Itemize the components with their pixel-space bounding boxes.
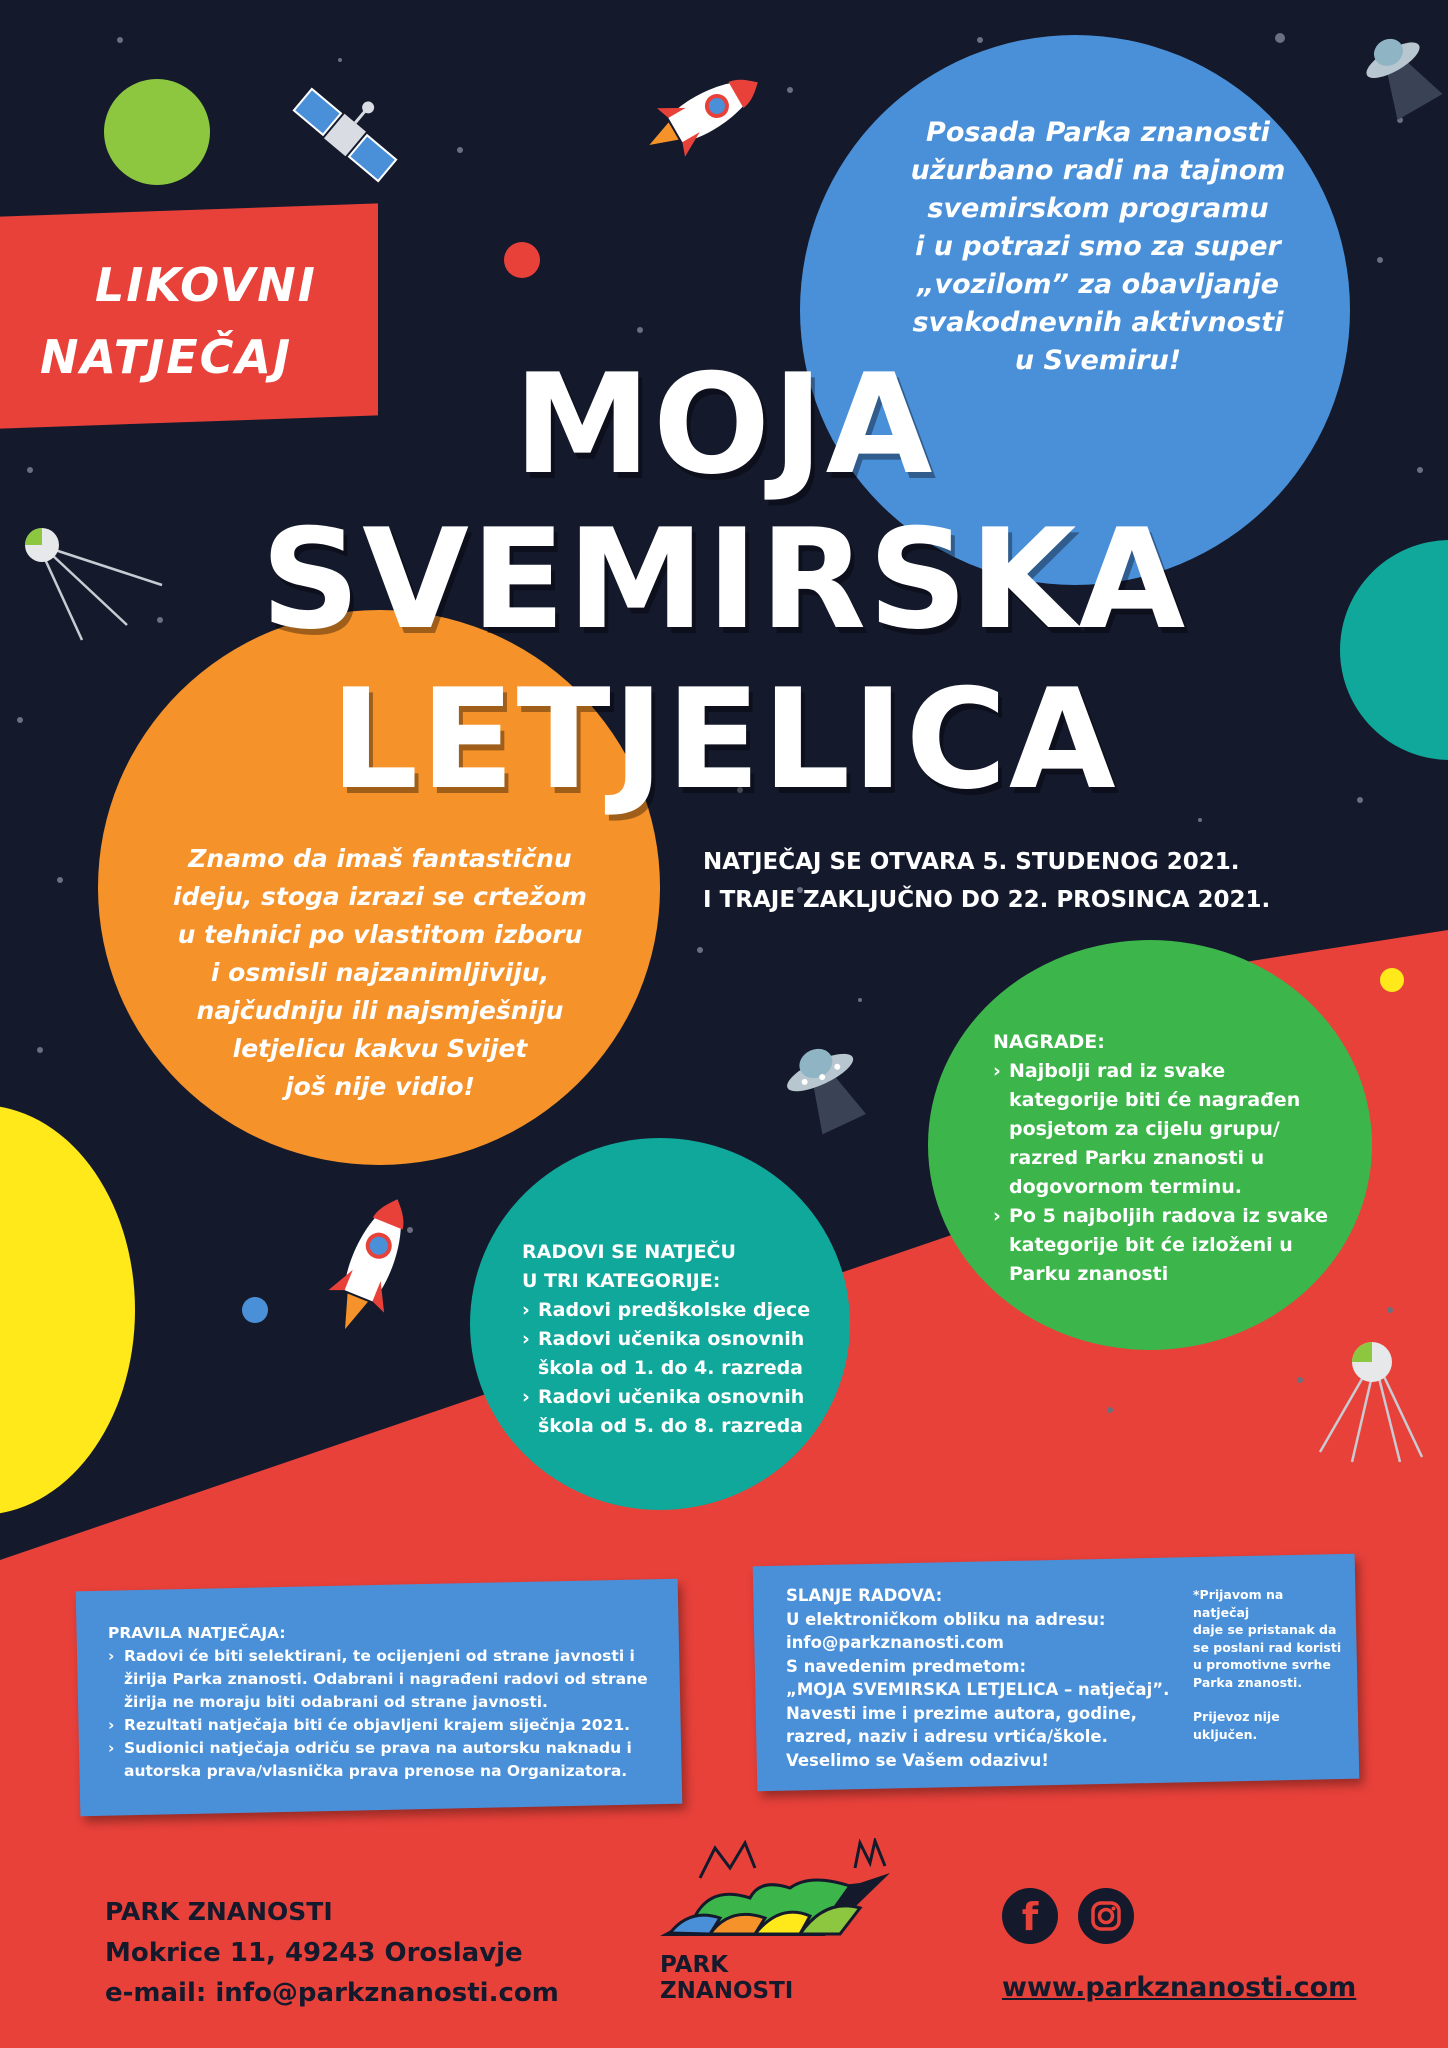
submission-line: Veselimo se Vašem odazivu! (786, 1750, 1049, 1770)
intro-line: svakodnevnih aktivnosti (912, 307, 1284, 338)
submission-line: U elektroničkom obliku na adresu: (786, 1609, 1106, 1629)
facebook-icon[interactable]: f (1002, 1888, 1058, 1944)
rocket-icon (635, 58, 771, 169)
note-line: Parka znanosti. (1193, 1674, 1303, 1690)
dates-line-1: NATJEČAJ SE OTVARA 5. STUDENOG 2021. (703, 849, 1240, 875)
submission-line: S navedenim predmetom: (786, 1656, 1027, 1676)
note-line: u promotivne svrhe (1193, 1657, 1331, 1672)
banner-line-1: LIKOVNI (95, 258, 317, 312)
awards-item: › Najbolji rad iz svake kategorije biti će nagrađen posjetom za cijelu grupu/ razred Parku znanosti u dogovornom terminu. (993, 1057, 1333, 1202)
instagram-glyph (1078, 1888, 1134, 1944)
orange-line: u tehnici po vlastitom izboru (177, 920, 583, 949)
submission-line: Navesti ime i prezime autora, godine, (786, 1703, 1137, 1723)
submission-line: „MOJA SVEMIRSKA LETJELICA – natječaj”. (786, 1680, 1170, 1699)
rocket-icon (317, 1188, 425, 1340)
satellite-icon (293, 67, 415, 182)
orange-line: i osmisli najzanimljiviju, (210, 958, 550, 987)
orange-line: ideju, stoga izrazi se crtežom (173, 882, 587, 911)
org-email[interactable]: e-mail: info@parkznanosti.com (105, 1978, 559, 2008)
intro-line: užurbano radi na tajnom (910, 155, 1286, 186)
intro-line: u Svemiru! (1014, 345, 1182, 376)
ufo-icon (1356, 26, 1446, 122)
org-name: PARK ZNANOSTI (105, 1897, 333, 1926)
awards-item: › Po 5 najboljih radova iz svake kategorije bit će izloženi u Parku znanosti (993, 1202, 1333, 1289)
category-item: › Radovi predškolske djece (522, 1296, 842, 1325)
category-item: › Radovi učenika osnovnih škola od 5. do 8. razreda (522, 1383, 842, 1441)
intro-line: svemirskom programu (927, 193, 1269, 224)
submission-line: razred, naziv i adresu vrtića/škole. (786, 1727, 1108, 1746)
banner-line-2: NATJEČAJ (40, 330, 293, 384)
title-line-2: SVEMIRSKA (260, 499, 1188, 660)
org-address: Mokrice 11, 49243 Oroslavje (105, 1938, 523, 1968)
awards-section (993, 1028, 1333, 1289)
orange-line: Znamo da imaš fantastičnu (188, 844, 572, 873)
lime-planet (104, 79, 210, 185)
small-yellow-planet (1380, 968, 1404, 992)
category-item: › Radovi učenika osnovnih škola od 1. do 4. razreda (522, 1325, 842, 1383)
logo-text-line-2: ZNANOSTI (660, 1978, 794, 2004)
categories-heading-1: RADOVI SE NATJEČU (522, 1241, 736, 1263)
note-line: daje se pristanak da (1193, 1622, 1337, 1637)
rules-section (108, 1622, 648, 1783)
instagram-icon[interactable] (1078, 1888, 1134, 1944)
rules-heading: PRAVILA NATJEČAJA: (108, 1624, 286, 1642)
small-red-planet (504, 242, 540, 278)
small-blue-planet (242, 1297, 268, 1323)
dates-text (703, 843, 1270, 919)
logo-text-line-1: PARK (660, 1952, 729, 1978)
ufo-icon (777, 1036, 876, 1140)
orange-line: najčudniju ili najsmješniju (196, 996, 564, 1025)
note-line: *Prijavom na natječaj (1193, 1587, 1284, 1620)
awards-heading: NAGRADE: (993, 1031, 1105, 1053)
orange-text (110, 840, 650, 1106)
orange-line: još nije vidio! (285, 1072, 475, 1101)
intro-line: „vozilom” za obavljanje (917, 269, 1279, 300)
submission-note (1193, 1586, 1343, 1743)
dates-line-2: I TRAJE ZAKLJUČNO DO 22. PROSINCA 2021. (703, 887, 1271, 913)
park-znanosti-logo (660, 1838, 900, 1938)
rules-item: › Radovi će biti selektirani, te ocijenjeni od strane javnosti i žirija Parka znanosti. Odabrani i nagrađeni radovi od strane žirija ne moraju biti odabrani od strane javnosti. (108, 1645, 648, 1714)
website-link[interactable]: www.parkznanosti.com (1002, 1972, 1357, 2003)
categories-section (522, 1238, 842, 1441)
title-line-1: MOJA (513, 344, 935, 505)
submission-heading: SLANJE RADOVA: (786, 1586, 943, 1605)
intro-line: Posada Parka znanosti (926, 117, 1270, 148)
submission-email[interactable]: info@parkznanosti.com (786, 1633, 1004, 1652)
submission-section (786, 1584, 1186, 1772)
intro-text (848, 114, 1348, 380)
rules-item: › Rezultati natječaja biti će objavljeni krajem siječnja 2021. (108, 1714, 648, 1737)
rules-item: › Sudionici natječaja odriču se prava na autorsku naknadu i autorska prava/vlasnička prava prenose na Organizatora. (108, 1737, 648, 1783)
orange-line: letjelicu kakvu Svijet (232, 1034, 528, 1063)
note-line: Prijevoz nije uključen. (1193, 1709, 1280, 1742)
categories-heading-2: U TRI KATEGORIJE: (522, 1270, 721, 1292)
intro-line: i u potrazi smo za super (915, 231, 1281, 262)
note-line: se poslani rad koristi (1193, 1639, 1342, 1655)
title-line-3: LETJELICA (330, 659, 1118, 820)
